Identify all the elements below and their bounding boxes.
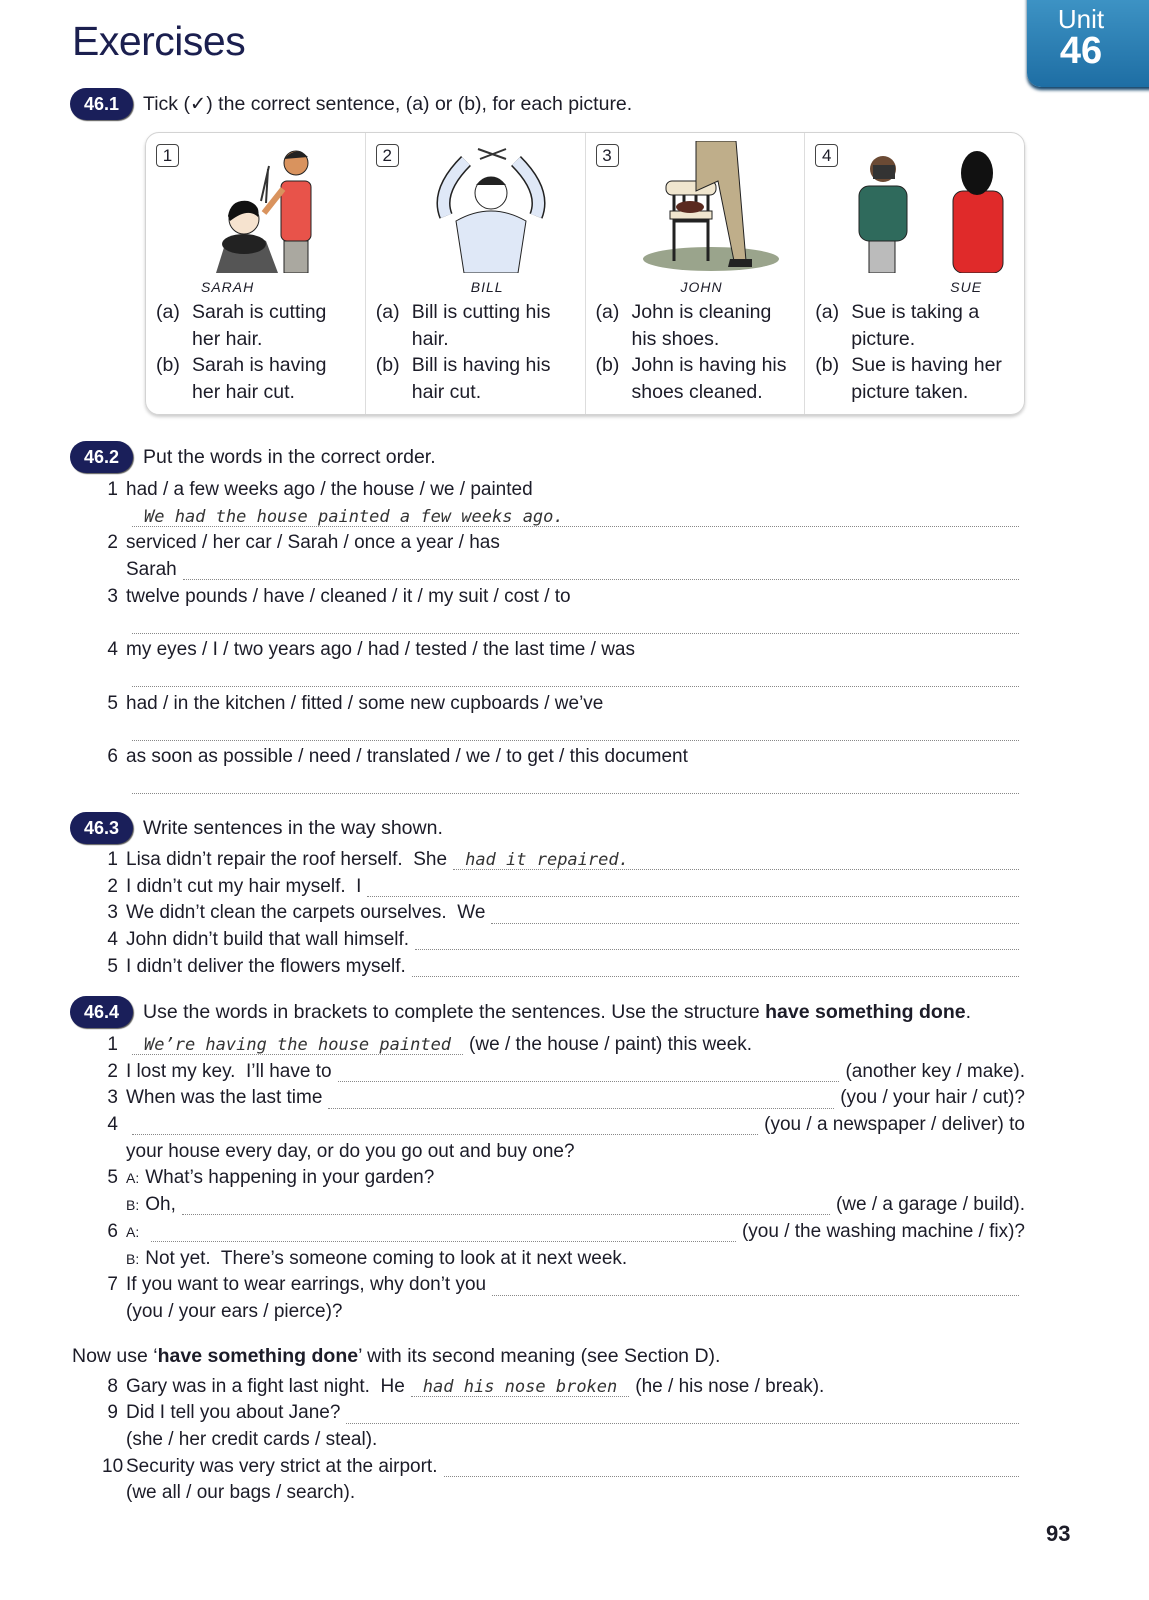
item-number: 4	[107, 1114, 118, 1136]
picture-number: 4	[815, 144, 838, 167]
options	[815, 299, 1002, 405]
item-number: 2	[107, 1060, 118, 1082]
option-a[interactable]	[815, 299, 1002, 326]
picture-number: 2	[376, 144, 399, 167]
item-number: 2	[107, 875, 118, 897]
option-b[interactable]	[376, 352, 551, 379]
option-text: Bill is cutting his	[411, 301, 551, 323]
answer-blank[interactable]	[183, 560, 1019, 580]
speaker-label: B:	[126, 1250, 140, 1267]
option-text: her hair.	[192, 327, 263, 350]
exercise-badge: 46.4	[70, 996, 133, 1028]
numbered-item	[107, 1059, 1025, 1086]
item-text: I didn’t deliver the flowers myself.	[126, 955, 406, 977]
numbered-item	[107, 477, 1025, 504]
subheading	[72, 1343, 1030, 1370]
item-text: When was the last time	[126, 1087, 323, 1109]
option-label: (a)	[595, 301, 620, 323]
numbered-item	[107, 1165, 1025, 1192]
numbered-item	[107, 927, 1025, 954]
option-text: picture taken.	[851, 380, 969, 403]
item-number: 1	[107, 1034, 118, 1055]
option-b[interactable]	[156, 352, 326, 379]
item-text: (he / his nose / break).	[635, 1375, 825, 1397]
item-number: 3	[107, 1087, 118, 1109]
option-label	[596, 379, 632, 406]
option-text: his shoes.	[631, 327, 720, 350]
option-text: Sarah is cutting	[192, 301, 327, 323]
item-continuation	[126, 610, 1025, 637]
option-label: (b)	[375, 354, 400, 376]
answer-blank[interactable]	[132, 774, 1019, 794]
item-text: my eyes / I / two years ago / had / tested / the last time / was	[126, 639, 636, 661]
numbered-item	[102, 1454, 1025, 1481]
option-label: (a)	[375, 301, 400, 323]
unit-tab	[1027, 0, 1149, 87]
item-continuation	[126, 717, 1025, 744]
picture-card	[805, 133, 1024, 414]
instruction-text: Use the words in brackets to complete the sentences. Use the structure	[143, 1000, 766, 1023]
subheading-text: Now use ‘	[72, 1344, 158, 1367]
option-label	[156, 379, 192, 406]
numbered-item	[107, 1400, 1025, 1427]
option-text: shoes cleaned.	[631, 380, 763, 403]
exercise-46-2	[70, 441, 1030, 797]
picture-card	[366, 133, 586, 414]
answer-blank[interactable]	[346, 1404, 1019, 1424]
item-continuation	[126, 1427, 1025, 1454]
answer-blank[interactable]	[151, 1222, 736, 1242]
item-text: had / a few weeks ago / the house / we / painted	[126, 479, 533, 500]
answer-blank[interactable]: had it repaired.	[453, 850, 1019, 870]
numbered-item	[107, 1374, 1025, 1401]
option-a[interactable]	[596, 326, 787, 353]
item-continuation	[126, 557, 1025, 584]
numbered-item	[107, 1032, 1025, 1059]
instruction-bold: have something done	[765, 1000, 966, 1023]
option-b[interactable]	[156, 379, 326, 406]
exercise-46-4	[70, 996, 1030, 1507]
picture-number: 3	[596, 144, 619, 167]
item-number: 1	[107, 849, 118, 870]
numbered-item	[107, 1272, 1025, 1299]
item-number: 3	[107, 585, 118, 607]
item-text: (we all / our bags / search).	[126, 1482, 356, 1504]
answer-blank[interactable]	[338, 1062, 840, 1082]
exercise-badge: 46.3	[70, 812, 133, 844]
item-text: twelve pounds / have / cleaned / it / my suit / cost / to	[126, 585, 571, 607]
exercise-badge: 46.2	[70, 441, 133, 473]
item-number: 6	[107, 1220, 118, 1242]
option-label	[156, 326, 192, 353]
option-text: her hair cut.	[192, 380, 295, 403]
item-list	[102, 1374, 1025, 1507]
item-text: (you / your hair / cut)?	[840, 1087, 1025, 1109]
page-title: Exercises	[72, 18, 246, 64]
character-name: SARAH	[201, 279, 255, 295]
item-text: Sarah	[126, 559, 177, 581]
item-number: 4	[107, 929, 118, 951]
unit-label: Unit	[1057, 4, 1105, 34]
picture-panel	[145, 132, 1025, 415]
answer-blank[interactable]	[444, 1457, 1020, 1477]
option-a[interactable]	[156, 299, 326, 326]
item-continuation	[126, 1246, 1025, 1273]
option-text: Sue is taking a	[851, 301, 980, 323]
option-label: (b)	[595, 354, 620, 376]
item-number: 1	[107, 479, 118, 500]
picture-card	[586, 133, 806, 414]
numbered-item	[107, 530, 1025, 557]
exercise-instruction: Tick (✓) the correct sentence, (a) or (b), for each picture.	[143, 93, 633, 115]
answer-blank[interactable]	[132, 721, 1019, 741]
exercise-instruction: Write sentences in the way shown.	[143, 816, 443, 839]
item-continuation	[126, 664, 1025, 691]
option-text: Sarah is having	[192, 354, 327, 376]
item-number: 5	[107, 1167, 118, 1189]
option-b[interactable]	[596, 352, 787, 379]
item-number: 9	[107, 1402, 118, 1424]
option-text: Sue is having her	[851, 354, 1002, 376]
answer-blank[interactable]	[132, 1115, 758, 1135]
character-name: SUE	[950, 279, 983, 295]
item-text: had / in the kitchen / fitted / some new cupboards / we’ve	[126, 692, 604, 714]
numbered-item	[107, 1112, 1025, 1139]
item-text: your house every day, or do you go out and buy one?	[126, 1140, 575, 1162]
item-text: (you / a newspaper / deliver) to	[764, 1114, 1025, 1136]
option-a[interactable]	[376, 326, 551, 353]
exercise-instruction	[143, 1001, 971, 1024]
item-text: (we / a garage / build).	[835, 1194, 1025, 1216]
item-text: Oh,	[145, 1194, 176, 1216]
item-text: We didn’t clean the carpets ourselves. We	[126, 902, 486, 924]
page-number: 93	[1046, 1521, 1071, 1546]
option-text: hair cut.	[411, 380, 482, 403]
item-text: I didn’t cut my hair myself. I	[126, 875, 362, 897]
option-label: (b)	[815, 354, 840, 376]
picture-number: 1	[156, 144, 179, 167]
option-b[interactable]	[815, 352, 1002, 379]
options	[156, 299, 326, 405]
bill-illustration	[406, 141, 576, 273]
haircut-illustration	[186, 141, 356, 273]
shoe-cleaning-illustration	[626, 141, 796, 273]
exercise-46-3	[70, 812, 1030, 980]
item-continuation	[126, 1192, 1025, 1219]
item-text: If you want to wear earrings, why don’t you	[126, 1274, 487, 1296]
answer-blank[interactable]	[415, 930, 1019, 950]
answer-blank[interactable]	[328, 1089, 834, 1109]
character-name: JOHN	[680, 279, 723, 295]
item-text: Not yet. There’s someone coming to look at it next week.	[145, 1247, 628, 1269]
item-text: as soon as possible / need / translated / we / to get / this document	[126, 745, 688, 767]
item-number: 8	[107, 1375, 118, 1397]
item-list	[107, 477, 1025, 797]
option-b[interactable]	[596, 379, 787, 406]
option-label: (a)	[815, 301, 840, 323]
answer-blank[interactable]: had his nose broken	[411, 1377, 629, 1397]
answer-blank[interactable]	[492, 1276, 1019, 1296]
item-text: Gary was in a fight last night. He	[126, 1375, 405, 1397]
answer-blank[interactable]: We’re having the house painted	[132, 1035, 463, 1055]
numbered-item	[107, 744, 1025, 771]
option-text: John is having his	[631, 354, 787, 376]
item-text: (you / the washing machine / fix)?	[741, 1220, 1025, 1242]
option-label	[815, 326, 851, 353]
item-number: 5	[107, 692, 118, 714]
option-label	[376, 379, 412, 406]
character-name: BILL	[470, 279, 504, 295]
option-label	[596, 326, 632, 353]
item-continuation	[126, 1299, 1025, 1326]
item-number: 4	[107, 639, 118, 661]
answer-blank[interactable]	[132, 614, 1019, 634]
item-text: John didn’t build that wall himself.	[126, 929, 410, 951]
item-number: 3	[107, 902, 118, 924]
item-continuation	[126, 1139, 1025, 1166]
option-label: (b)	[156, 354, 180, 376]
instruction-text: .	[965, 1000, 972, 1023]
item-text: (we / the house / paint) this week.	[469, 1034, 753, 1055]
item-number: 10	[102, 1455, 124, 1477]
exercise-46-1	[70, 88, 1030, 120]
item-text: serviced / her car / Sarah / once a year / has	[126, 532, 500, 554]
option-text: John is cleaning	[631, 301, 772, 323]
numbered-item	[107, 874, 1025, 901]
subheading-bold: have something done	[157, 1344, 359, 1367]
item-text: I lost my key. I’ll have to	[126, 1060, 332, 1082]
numbered-item	[107, 954, 1025, 981]
item-number: 6	[107, 745, 118, 767]
option-a[interactable]	[815, 326, 1002, 353]
item-text: Lisa didn’t repair the roof herself. She	[126, 849, 448, 870]
option-a[interactable]	[596, 299, 787, 326]
numbered-item	[107, 847, 1025, 874]
item-text: (she / her credit cards / steal).	[126, 1428, 378, 1450]
speaker-label: B:	[126, 1197, 140, 1214]
option-a[interactable]	[156, 326, 326, 353]
numbered-item	[107, 637, 1025, 664]
numbered-item	[107, 584, 1025, 611]
numbered-item	[107, 691, 1025, 718]
unit-number: 46	[1059, 30, 1103, 72]
option-a[interactable]	[376, 299, 551, 326]
subheading-text: ’ with its second meaning (see Section D).	[358, 1344, 721, 1367]
answer-blank[interactable]	[412, 957, 1019, 977]
item-text: Security was very strict at the airport.	[126, 1455, 438, 1477]
photo-illustration	[845, 141, 1015, 273]
item-number: 7	[107, 1274, 118, 1296]
option-label	[376, 326, 412, 353]
answer-blank[interactable]	[132, 667, 1019, 687]
item-text: (you / your ears / pierce)?	[126, 1300, 343, 1322]
item-list	[107, 847, 1025, 980]
item-text: Did I tell you about Jane?	[126, 1402, 341, 1424]
option-label: (a)	[156, 301, 180, 323]
answer-blank[interactable]	[491, 904, 1019, 924]
item-continuation	[126, 1480, 1025, 1507]
picture-card	[146, 133, 366, 414]
item-text: What’s happening in your garden?	[145, 1167, 435, 1189]
item-continuation	[126, 771, 1025, 798]
numbered-item	[107, 1085, 1025, 1112]
item-text: (another key / make).	[845, 1060, 1025, 1082]
options	[376, 299, 551, 405]
exercise-badge: 46.1	[70, 88, 133, 120]
answer-blank[interactable]	[182, 1195, 830, 1215]
numbered-item	[107, 900, 1025, 927]
item-continuation	[126, 504, 1025, 531]
numbered-item	[107, 1219, 1025, 1246]
item-list	[107, 1032, 1025, 1326]
option-b[interactable]	[376, 379, 551, 406]
answer-blank[interactable]	[367, 877, 1019, 897]
option-text: picture.	[851, 327, 916, 350]
options	[596, 299, 787, 405]
speaker-label: A:	[126, 1223, 140, 1240]
option-text: hair.	[411, 327, 449, 350]
exercise-instruction: Put the words in the correct order.	[143, 445, 436, 468]
speaker-label: A:	[126, 1170, 140, 1187]
item-number: 2	[107, 532, 118, 554]
option-text: Bill is having his	[411, 354, 551, 376]
option-b[interactable]	[815, 379, 1002, 406]
answer-blank[interactable]: We had the house painted a few weeks ago.	[132, 507, 1019, 527]
item-number: 5	[107, 955, 118, 977]
option-label	[815, 379, 851, 406]
